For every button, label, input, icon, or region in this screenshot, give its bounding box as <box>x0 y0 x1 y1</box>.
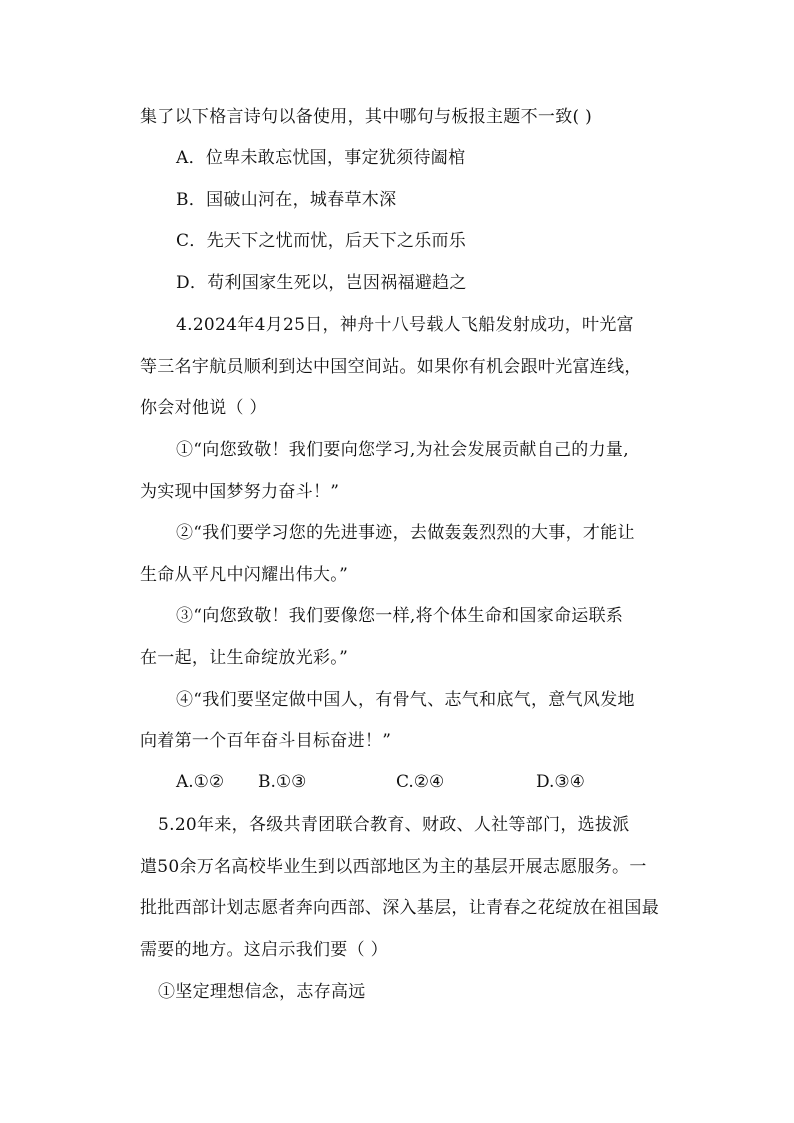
q4-option-c: C.②④ <box>396 772 445 792</box>
statement-2-line-1: ②“我们要学习您的先进事迹，去做轰轰烈烈的大事，才能让 <box>176 523 635 543</box>
question-5-line-4: 需要的地方。这启示我们要（ ） <box>140 940 388 960</box>
statement-4-line-2: 向着第一个百年奋斗目标奋进！” <box>140 731 392 751</box>
question-stem-tail: 集了以下格言诗句以备使用，其中哪句与板报主题不一致( ) <box>140 107 593 127</box>
question-4-line-3: 你会对他说（ ） <box>140 398 267 418</box>
option-d: D．苟利国家生死以，岂因祸福避趋之 <box>176 273 467 293</box>
option-b: B．国破山河在，城春草木深 <box>176 190 397 210</box>
statement-5-1: ①坚定理想信念，志存高远 <box>158 982 366 1002</box>
statement-1-line-1: ①“向您致敬！我们要向您学习,为社会发展贡献自己的力量, <box>176 440 629 460</box>
statement-4-line-1: ④“我们要坚定做中国人，有骨气、志气和底气，意气风发地 <box>176 690 635 710</box>
statement-2-line-2: 生命从平凡中闪耀出伟大。” <box>140 565 349 585</box>
option-a: A．位卑未敢忘忧国，事定犹须待阖棺 <box>176 148 466 168</box>
option-c: C．先天下之忧而忧，后天下之乐而乐 <box>176 231 467 251</box>
question-4-line-1: 4.2024年4月25日，神舟十八号载人飞船发射成功，叶光富 <box>176 315 634 335</box>
statement-1-line-2: 为实现中国梦努力奋斗！” <box>140 482 340 502</box>
question-5-line-1: 5.20年来，各级共青团联合教育、财政、人社等部门，选拔派 <box>158 815 630 835</box>
statement-3-line-2: 在一起，让生命绽放光彩。” <box>140 648 349 668</box>
question-5-line-3: 批批西部计划志愿者奔向西部、深入基层，让青春之花绽放在祖国最 <box>140 898 659 918</box>
q4-option-d: D.③④ <box>536 772 585 792</box>
question-4-options <box>176 770 676 794</box>
q4-option-b: B.①③ <box>258 772 307 792</box>
question-5-line-2: 遣50余万名高校毕业生到以西部地区为主的基层开展志愿服务。一 <box>140 857 647 877</box>
statement-3-line-1: ③“向您致敬！我们要像您一样,将个体生命和国家命运联系 <box>176 606 624 626</box>
q4-option-a: A.①② <box>176 772 225 792</box>
question-4-line-2: 等三名宇航员顺利到达中国空间站。如果你有机会跟叶光富连线， <box>140 357 642 377</box>
